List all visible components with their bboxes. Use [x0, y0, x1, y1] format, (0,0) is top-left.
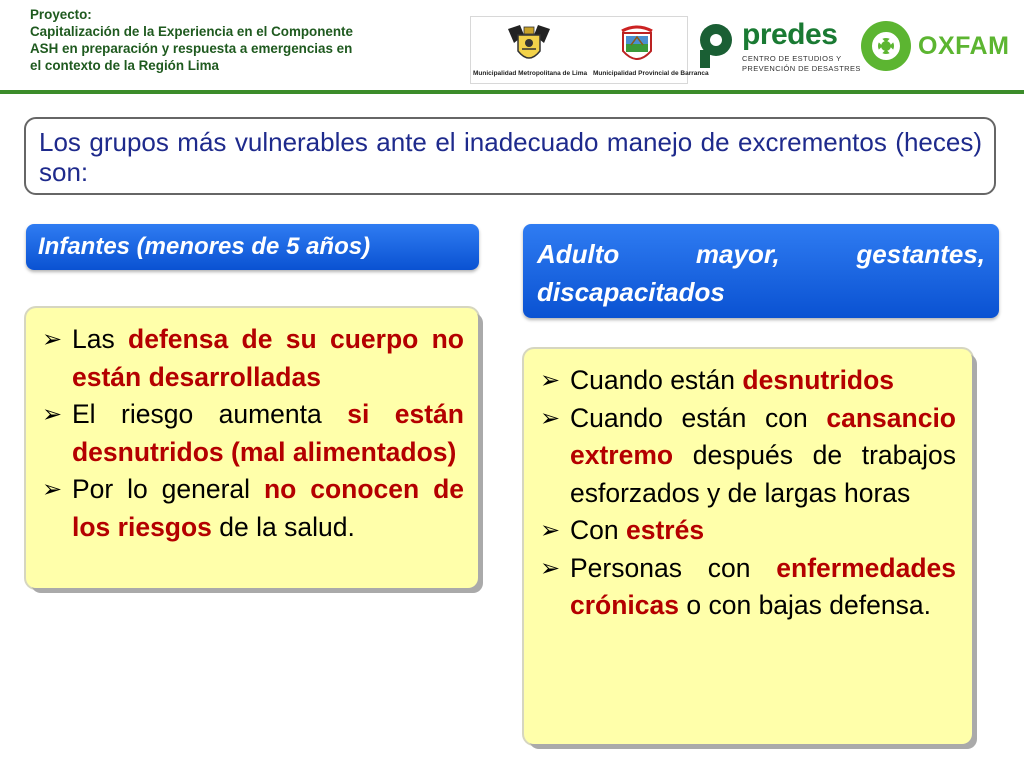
- arrow-bullet-icon: ➢: [540, 404, 561, 432]
- municipality-logos: [470, 16, 709, 84]
- header-divider: [0, 90, 1024, 94]
- barranca-logo-label: Municipalidad Provincial de Barranca: [593, 70, 709, 77]
- predes-subtitle-1: CENTRO DE ESTUDIOS Y: [742, 54, 842, 63]
- item-highlight: no conocen de los riesgos: [72, 474, 464, 542]
- item-text: Personas con: [570, 552, 777, 583]
- item-highlight: defensa de su cuerpo no están desarrolladas: [72, 324, 464, 392]
- item-highlight: si están desnutridos (mal alimentados): [72, 399, 464, 467]
- item-text: o con bajas defensa.: [679, 590, 931, 620]
- list-item: [42, 471, 464, 546]
- list-item: [42, 321, 464, 396]
- list-item: [540, 550, 956, 625]
- predes-wordmark: predes: [742, 18, 838, 51]
- arrow-bullet-icon: ➢: [540, 367, 561, 394]
- item-text: Con: [570, 515, 626, 545]
- project-line: el contexto de la Región Lima: [30, 58, 219, 73]
- project-header: [30, 6, 430, 74]
- adults-heading: Adulto mayor, gestantes, discapacitados: [523, 224, 999, 318]
- item-text: Las: [72, 324, 129, 354]
- oxfam-logo: [860, 20, 1010, 72]
- arrow-bullet-icon: ➢: [42, 326, 63, 353]
- item-highlight: estrés: [625, 515, 705, 545]
- item-highlight: cansancio extremo: [570, 402, 956, 470]
- list-item: [42, 396, 464, 471]
- slide-title: Los grupos más vulnerables ante el inadecuado manejo de excrementos (heces) son:: [24, 117, 996, 195]
- item-highlight: enfermedades crónicas: [570, 552, 956, 620]
- lima-logo-label: Municipalidad Metropolitana de Lima: [473, 70, 588, 77]
- arrow-bullet-icon: ➢: [42, 401, 63, 428]
- list-item: [540, 362, 956, 400]
- item-text: después de trabajos esforzados y de largas horas: [570, 440, 956, 508]
- list-item: [540, 400, 956, 513]
- project-line: Proyecto:: [30, 7, 92, 22]
- barranca-coat-of-arms-icon: [614, 21, 660, 69]
- predes-subtitle-2: PREVENCIÓN DE DESASTRES: [742, 64, 861, 73]
- predes-logo: [696, 16, 861, 78]
- infants-risk-list: [26, 308, 478, 588]
- list-item: [540, 512, 956, 550]
- adults-risk-list: [524, 349, 972, 744]
- item-text: Cuando están con: [570, 402, 827, 433]
- item-highlight: desnutridos: [742, 365, 895, 395]
- item-text: de la salud.: [211, 511, 355, 542]
- project-line: ASH en preparación y respuesta a emergencias en: [30, 41, 353, 56]
- item-text: Por lo general: [72, 474, 264, 504]
- predes-emblem-icon: [696, 20, 738, 72]
- arrow-bullet-icon: ➢: [540, 517, 561, 544]
- project-line: Capitalización de la Experiencia en el Componente: [30, 24, 353, 39]
- oxfam-wordmark: OXFAM: [918, 32, 1010, 60]
- item-text: El riesgo aumenta: [72, 399, 348, 429]
- lima-coat-of-arms-icon: [504, 21, 554, 69]
- arrow-bullet-icon: ➢: [540, 554, 561, 582]
- oxfam-emblem-icon: [860, 20, 912, 72]
- item-text: Cuando están: [570, 365, 743, 395]
- arrow-bullet-icon: ➢: [42, 476, 63, 503]
- infants-heading: Infantes (menores de 5 años): [26, 224, 479, 270]
